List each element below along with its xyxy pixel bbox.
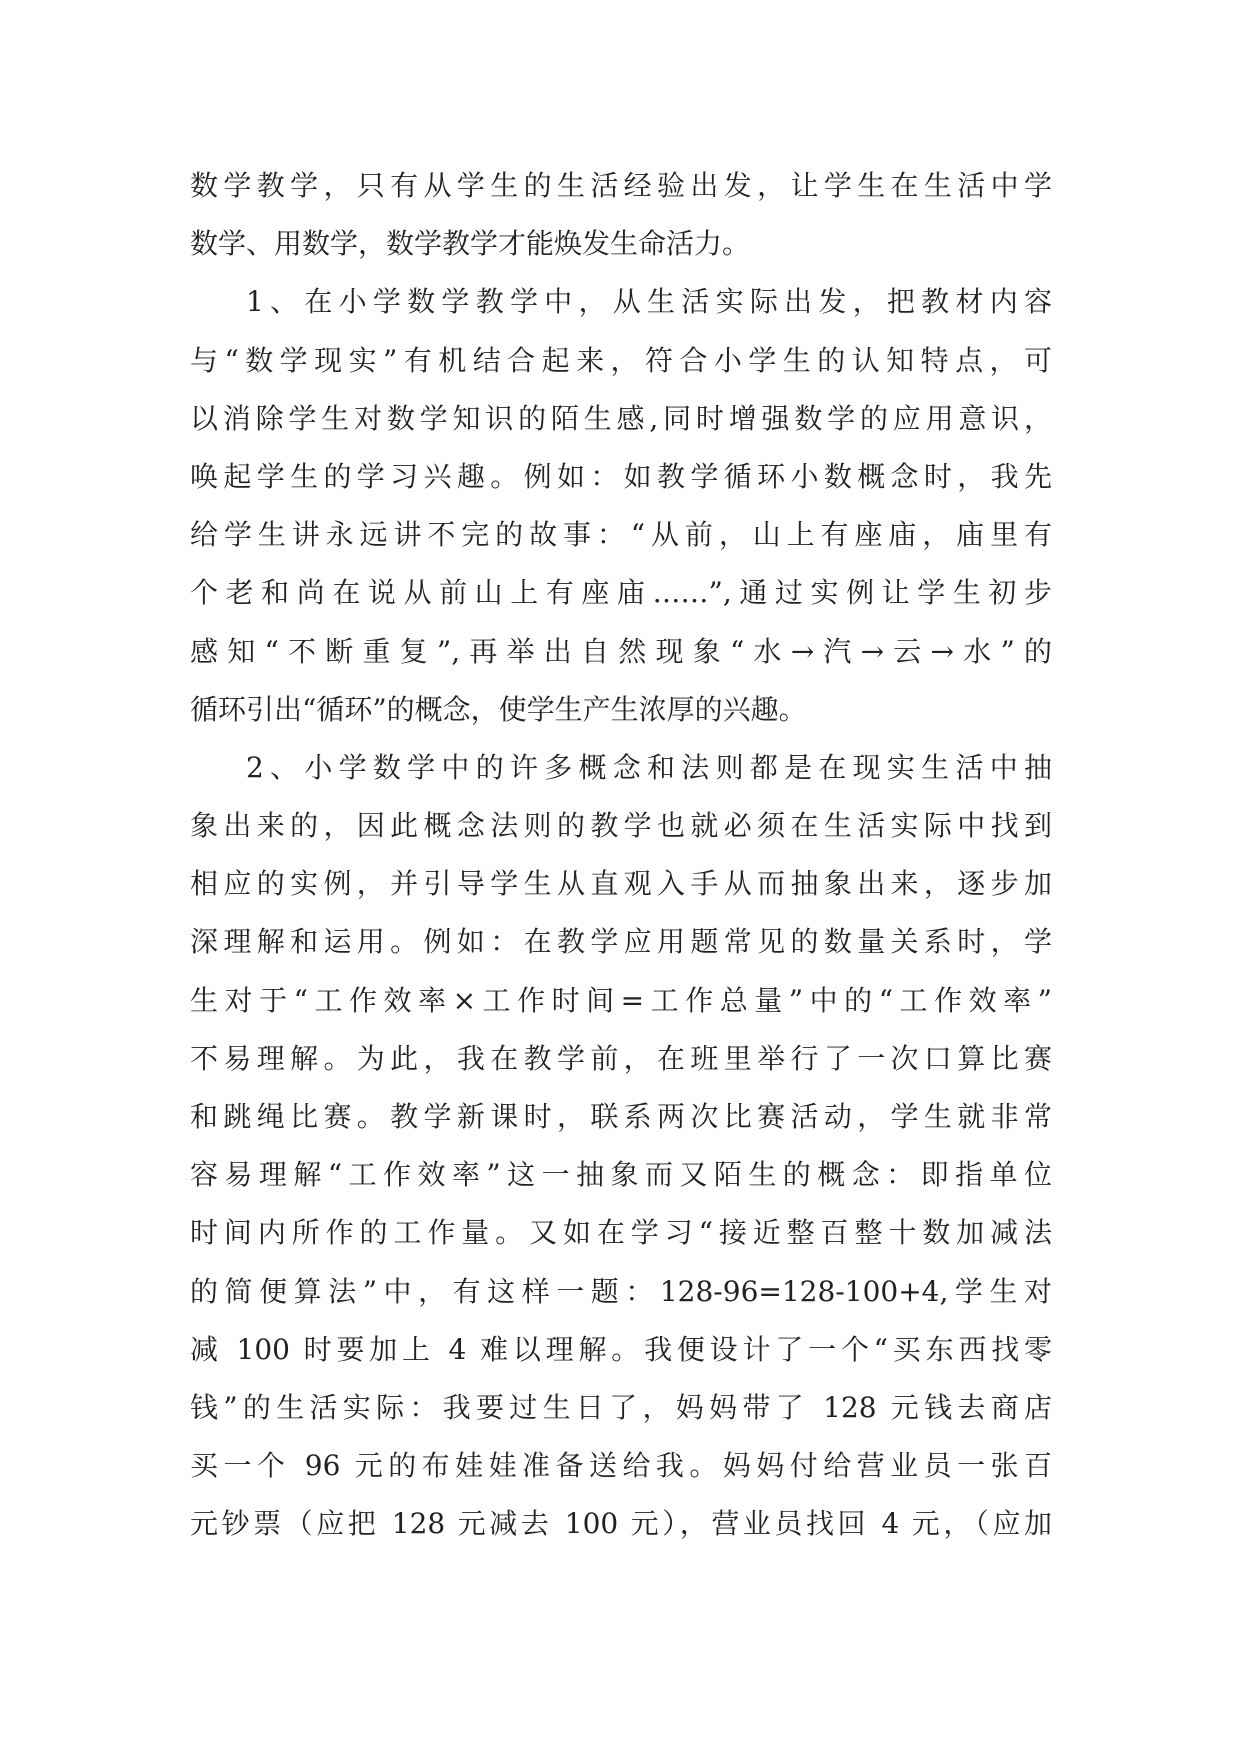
text-line: 买一个 96 元的布娃娃准备送给我。妈妈付给营业员一张百: [190, 1449, 1052, 1483]
paragraph-start-line: 2、小学数学中的许多概念和法则都是在现实生活中抽: [246, 750, 1052, 784]
text-line: 数学、用数学，数学教学才能焕发生命活力。: [190, 227, 751, 261]
text-line: 钱”的生活实际：我要过生日了，妈妈带了 128 元钱去商店: [190, 1390, 1052, 1424]
text-line: 给学生讲永远讲不完的故事：“从前，山上有座庙，庙里有: [190, 518, 1052, 552]
text-line: 的简便算法”中，有这样一题：128-96=128-100+4,学生对: [190, 1274, 1052, 1308]
paragraph-start-line: 1、在小学数学教学中，从生活实际出发，把教材内容: [246, 285, 1052, 319]
text-line: 减 100 时要加上 4 难以理解。我便设计了一个“买东西找零: [190, 1332, 1052, 1366]
text-line: 象出来的，因此概念法则的教学也就必须在生活实际中找到: [190, 809, 1052, 843]
text-line: 唤起学生的学习兴趣。例如：如教学循环小数概念时，我先: [190, 459, 1052, 493]
text-line: 循环引出“循环”的概念，使学生产生浓厚的兴趣。: [190, 692, 807, 726]
text-line: 和跳绳比赛。教学新课时，联系两次比赛活动，学生就非常: [190, 1100, 1052, 1133]
body-text: [190, 157, 1052, 1554]
text-line: 生对于“工作效率×工作时间=工作总量”中的“工作效率”: [190, 983, 1052, 1017]
text-line: 相应的实例，并引导学生从直观入手从而抽象出来，逐步加: [190, 867, 1052, 901]
text-line: 元钞票（应把 128 元减去 100 元），营业员找回 4 元，（应加: [190, 1507, 1052, 1541]
text-line: 与“数学现实”有机结合起来，符合小学生的认知特点，可: [190, 343, 1052, 377]
text-line: 不易理解。为此，我在教学前，在班里举行了一次口算比赛: [190, 1041, 1052, 1075]
text-line: 数学教学，只有从学生的生活经验出发，让学生在生活中学: [190, 169, 1052, 202]
text-line: 以消除学生对数学知识的陌生感,同时增强数学的应用意识，: [190, 401, 1052, 435]
text-line: 个老和尚在说从前山上有座庙……”,通过实例让学生初步: [190, 576, 1052, 610]
text-line: 感知“不断重复”,再举出自然现象“水→汽→云→水”的: [190, 634, 1052, 668]
text-line: 时间内所作的工作量。又如在学习“接近整百整十数加减法: [190, 1216, 1052, 1250]
text-line: 容易理解“工作效率”这一抽象而又陌生的概念：即指单位: [190, 1158, 1052, 1192]
text-line: 深理解和运用。例如：在教学应用题常见的数量关系时，学: [190, 925, 1052, 959]
